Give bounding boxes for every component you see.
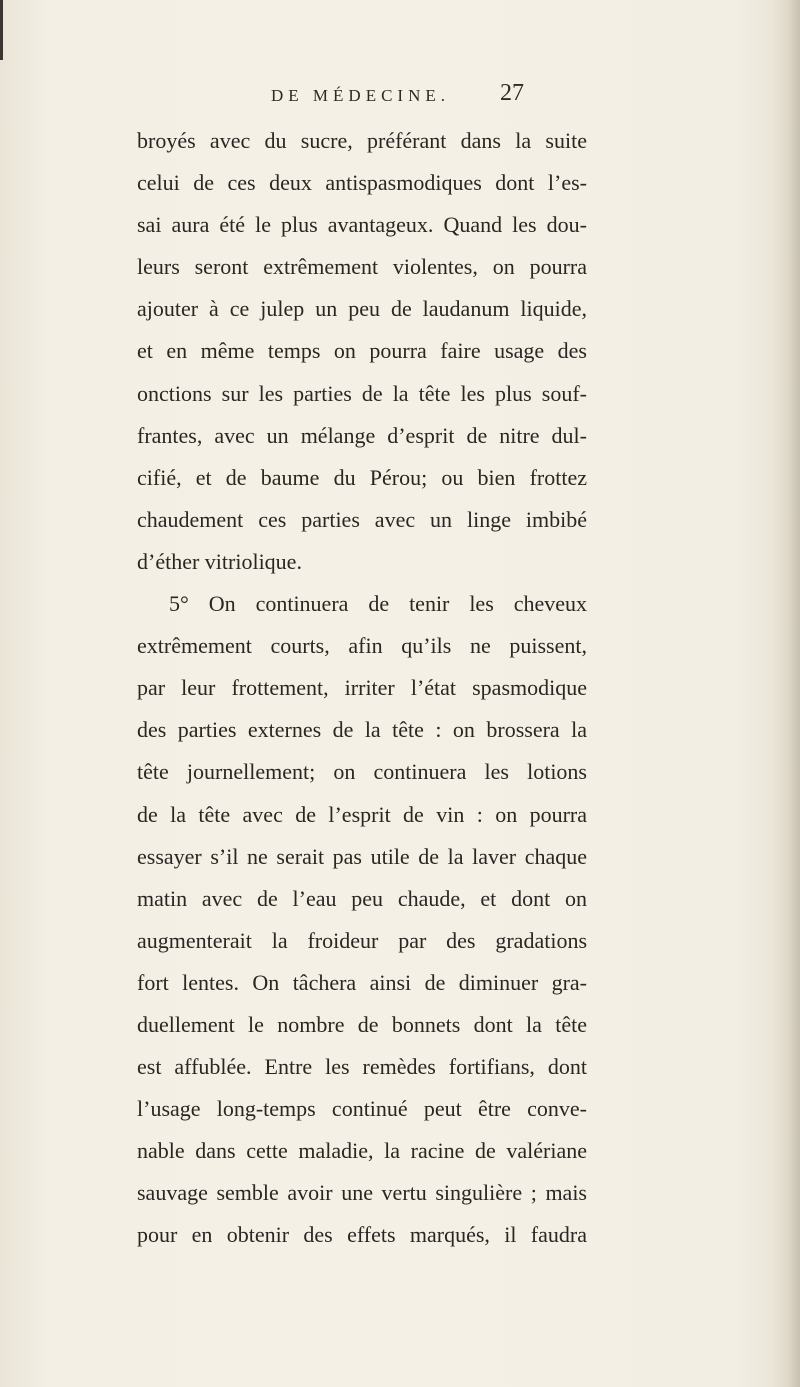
text-line: essayer s’il ne serait pas utile de la laver chaque bbox=[137, 843, 587, 869]
binding-edge-mark bbox=[0, 0, 3, 60]
text-line: et en même temps on pourra faire usage des bbox=[137, 338, 587, 364]
text-line: fort lentes. On tâchera ainsi de diminuer gra- bbox=[137, 969, 587, 995]
text-line: sai aura été le plus avantageux. Quand les dou- bbox=[137, 212, 587, 238]
text-line: par leur frottement, irriter l’état spasmodique bbox=[137, 675, 587, 701]
text-line: broyés avec du sucre, préférant dans la suite bbox=[137, 128, 587, 153]
paragraph-end-line: d’éther vitriolique. bbox=[137, 548, 302, 574]
text-line: l’usage long-temps continué peut être conve- bbox=[137, 1096, 587, 1122]
text-line: cifié, et de baume du Pérou; ou bien frottez bbox=[137, 464, 587, 490]
text-line: sauvage semble avoir une vertu singulière ; mais bbox=[137, 1180, 587, 1206]
running-head-title: DE MÉDECINE. bbox=[271, 86, 450, 105]
page-number: 27 bbox=[500, 80, 524, 106]
text-line: des parties externes de la tête : on brossera la bbox=[137, 717, 587, 743]
running-head bbox=[0, 78, 800, 112]
text-line: est affublée. Entre les remèdes fortifians, dont bbox=[137, 1054, 587, 1080]
text-line: matin avec de l’eau peu chaude, et dont on bbox=[137, 885, 587, 911]
text-line: nable dans cette maladie, la racine de valériane bbox=[137, 1138, 587, 1164]
text-line: onctions sur les parties de la tête les plus souf- bbox=[137, 380, 587, 406]
text-line: augmenterait la froideur par des gradations bbox=[137, 927, 587, 953]
text-line: pour en obtenir des effets marqués, il faudra bbox=[137, 1222, 587, 1248]
text-line: tête journellement; on continuera les lotions bbox=[137, 759, 587, 785]
page-edge-shadow bbox=[772, 0, 800, 1387]
text-line: duellement le nombre de bonnets dont la tête bbox=[137, 1011, 587, 1037]
text-line: de la tête avec de l’esprit de vin : on pourra bbox=[137, 801, 587, 827]
text-line: frantes, avec un mélange d’esprit de nitre dul- bbox=[137, 422, 587, 448]
text-line: celui de ces deux antispasmodiques dont l’es- bbox=[137, 170, 587, 196]
text-line: chaudement ces parties avec un linge imbibé bbox=[137, 506, 587, 532]
text-line: extrêmement courts, afin qu’ils ne puissent, bbox=[137, 633, 587, 659]
text-line: ajouter à ce julep un peu de laudanum liquide, bbox=[137, 296, 587, 322]
paragraph-start-line: 5° On continuera de tenir les cheveux bbox=[169, 591, 587, 617]
text-line: leurs seront extrêmement violentes, on pourra bbox=[137, 254, 587, 280]
body-text bbox=[137, 120, 587, 1257]
